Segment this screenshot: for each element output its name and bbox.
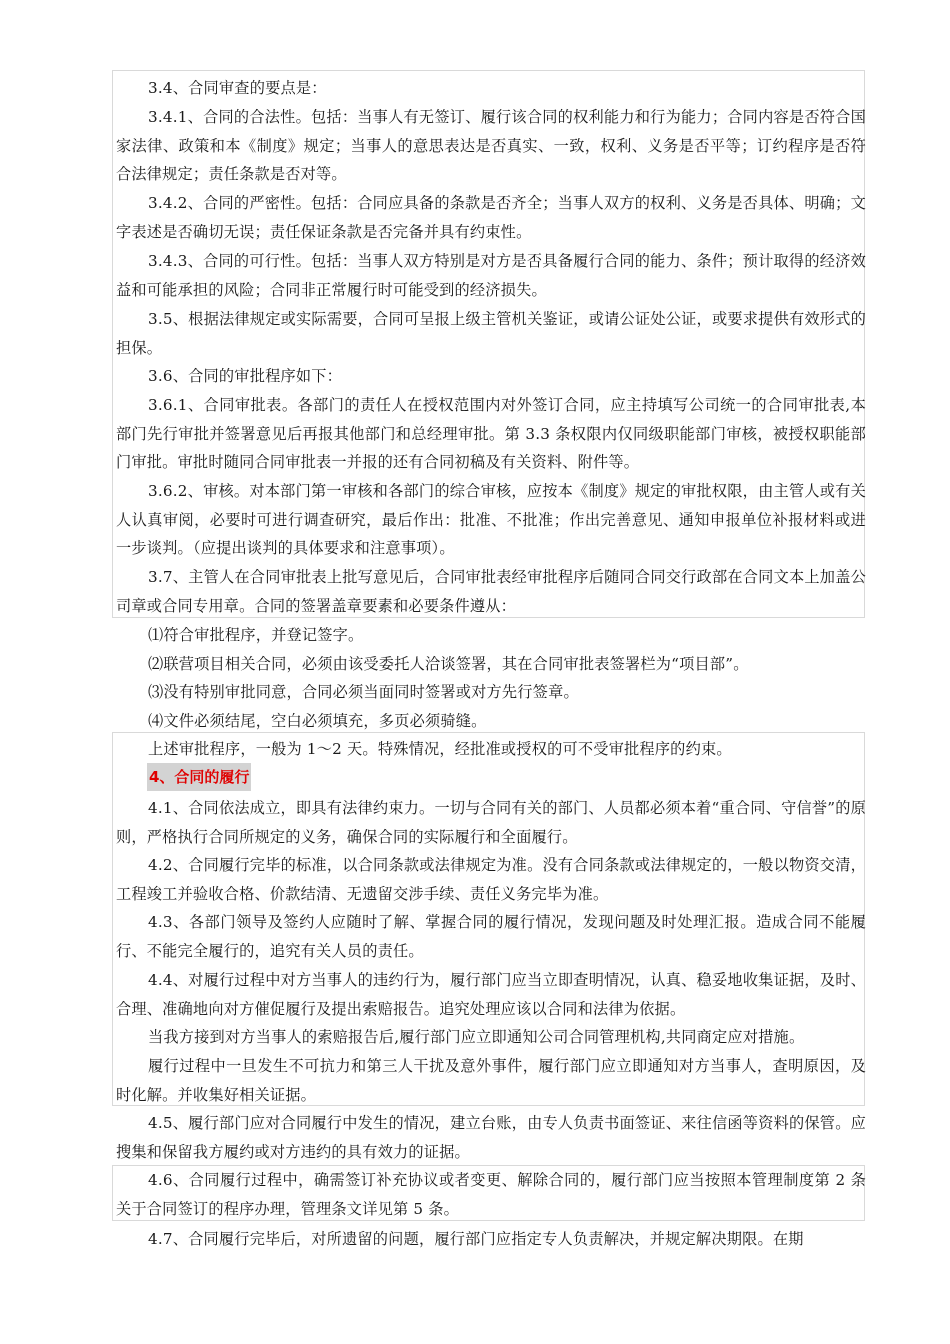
paragraph-force-majeure: 履行过程中一旦发生不可抗力和第三人干扰及意外事件，履行部门应立即通知对方当事人，查明原因，及时化解。并收集好相关证据。	[116, 1057, 866, 1104]
paragraph-4-4: 4.4、对履行过程中对方当事人的违约行为，履行部门应当立即查明情况，认真、稳妥地收集证据，及时、合理、准确地向对方催促履行及提出索赔报告。追究处理应该以合同和法律为依据。	[116, 971, 866, 1018]
list-item-4: ⑷文件必须结尾，空白必须填充，多页必须骑缝。	[148, 712, 487, 730]
paragraph-4-6: 4.6、合同履行过程中，确需签订补充协议或者变更、解除合同的，履行部门应当按照本管理制度第 2 条关于合同签订的程序办理，管理条文详见第 5 条。	[116, 1171, 866, 1218]
list-item-3: ⑶没有特别审批同意，合同必须当面同时签署或对方先行签章。	[148, 683, 579, 701]
list-item-2: ⑵联营项目相关合同，必须由该受委托人洽谈签署，其在合同审批表签署栏为“项目部”。	[148, 655, 749, 673]
section-heading-4: 4、合同的履行	[147, 763, 251, 791]
paragraph-3-5: 3.5、根据法律规定或实际需要，合同可呈报上级主管机关鉴证，或请公证处公证，或要求提供有效形式的担保。	[116, 310, 866, 357]
paragraph-3-4-1: 3.4.1、合同的合法性。包括：当事人有无签订、履行该合同的权利能力和行为能力；合同内容是否符合国家法律、政策和本《制度》规定；当事人的意思表达是否真实、一致，权利、义务是否平等；订约程序是否符合法律规定；责任条款是否对等。	[116, 108, 866, 184]
paragraph-3-7: 3.7、主管人在合同审批表上批写意见后，合同审批表经审批程序后随同合同交行政部在合同文本上加盖公司章或合同专用章。合同的签署盖章要素和必要条件遵从：	[116, 568, 866, 615]
paragraph-3-4-3: 3.4.3、合同的可行性。包括：当事人双方特别是对方是否具备履行合同的能力、条件；预计取得的经济效益和可能承担的风险；合同非正常履行时可能受到的经济损失。	[116, 252, 866, 299]
list-item-1: ⑴符合审批程序，并登记签字。	[148, 626, 364, 644]
paragraph-3-4: 3.4、合同审查的要点是：	[148, 79, 327, 97]
paragraph-3-6-1: 3.6.1、合同审批表。各部门的责任人在授权范围内对外签订合同，应主持填写公司统一的合同审批表,本部门先行审批并签署意见后再报其他部门和总经理审批。第 3.3 条权限内仅同级职能部门审核，被授权职能部门审批。审批时随同合同审批表一并报的还有合同初稿及有关资料、附件等。	[116, 396, 866, 472]
paragraph-4-7: 4.7、合同履行完毕后，对所遗留的问题，履行部门应指定专人负责解决，并规定解决期限。在期	[148, 1230, 804, 1248]
paragraph-4-5: 4.5、履行部门应对合同履行中发生的情况，建立台账，由专人负责书面签证、来往信函等资料的保管。应搜集和保留我方履约或对方违约的具有效力的证据。	[116, 1114, 866, 1161]
paragraph-4-1: 4.1、合同依法成立，即具有法律约束力。一切与合同有关的部门、人员都必须本着“重合同、守信誉”的原则，严格执行合同所规定的义务，确保合同的实际履行和全面履行。	[116, 799, 866, 846]
paragraph-3-6-2: 3.6.2、审核。对本部门第一审核和各部门的综合审核，应按本《制度》规定的审批权限，由主管人或有关人认真审阅，必要时可进行调查研究，最后作出：批准、不批准；作出完善意见、通知申报单位补报材料或进一步谈判。（应提出谈判的具体要求和注意事项）。	[116, 482, 866, 558]
paragraph-4-3: 4.3、各部门领导及签约人应随时了解、掌握合同的履行情况，发现问题及时处理汇报。造成合同不能履行、不能完全履行的，追究有关人员的责任。	[116, 913, 866, 960]
approval-duration-note: 上述审批程序，一般为 1～2 天。特殊情况，经批准或授权的可不受审批程序的约束。	[148, 740, 732, 758]
paragraph-3-4-2: 3.4.2、合同的严密性。包括：合同应具备的条款是否齐全；当事人双方的权利、义务是否具体、明确；文字表述是否确切无误；责任保证条款是否完备并具有约束性。	[116, 194, 866, 241]
paragraph-4-2: 4.2、合同履行完毕的标准，以合同条款或法律规定为准。没有合同条款或法律规定的，一般以物资交清，工程竣工并验收合格、价款结清、无遗留交涉手续、责任义务完毕为准。	[116, 856, 866, 903]
paragraph-claim-report: 当我方接到对方当事人的索赔报告后,履行部门应立即通知公司合同管理机构,共同商定应对措施。	[148, 1028, 805, 1046]
paragraph-3-6: 3.6、合同的审批程序如下：	[148, 367, 343, 385]
